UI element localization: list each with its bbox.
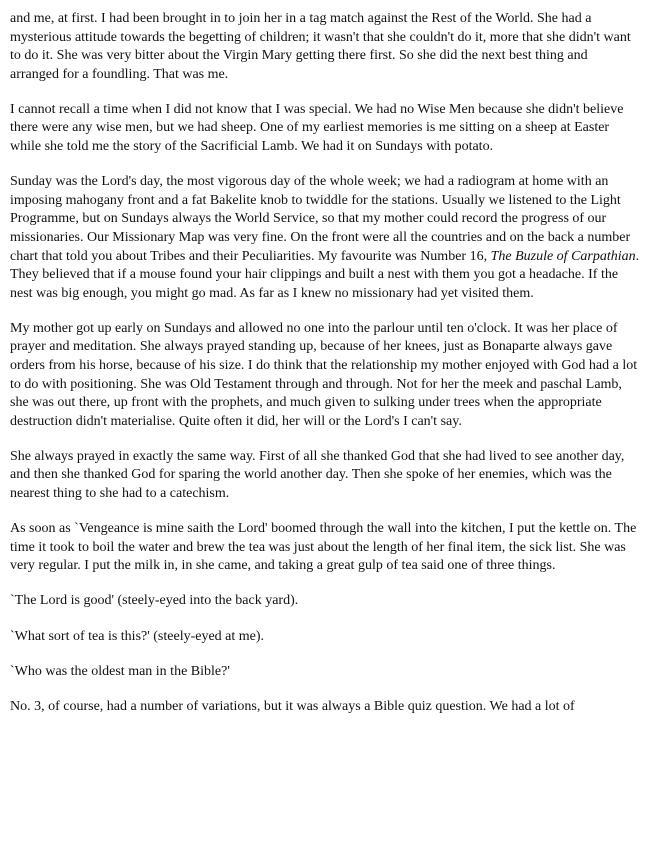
paragraph-prayer-method: She always prayed in exactly the same way. First of all she thanked God that she had lived to see another day, and then she thanked God for sparing the world another day. Then she spoke of her enemies, which was the nearest thing to she had to a catechism. <box>10 448 625 502</box>
quote-lord-is-good: `The Lord is good' (steely-eyed into the back yard). <box>10 593 299 609</box>
paragraph-kettle: As soon as `Vengeance is mine saith the Lord' boomed through the wall into the kitchen, I put the kettle on. The time it took to boil the water and brew the tea was just about the length of her final item, the sick list. She was very regular. I put the milk in, in she came, and taking a great gulp of tea said one of three things. <box>10 521 637 574</box>
document-page <box>10 10 640 716</box>
paragraph-special: I cannot recall a time when I did not know that I was special. We had no Wise Men because she didn't believe there were any wise men, but we had sheep. One of my earliest memories is me sitting on a sheep at Easter while she told me the story of the Sacrificial Lamb. We had it on Sundays with potato. <box>10 101 624 155</box>
quote-oldest-man: `Who was the oldest man in the Bible?' <box>10 663 230 679</box>
paragraph-bible-quiz: No. 3, of course, had a number of variations, but it was always a Bible quiz question. We had a lot of <box>10 698 575 714</box>
paragraph-sunday-text-end: . They believed that if a mouse found your hair clippings and built a nest with them you got a headache. If the nest was big enough, you might go mad. As far as I knew no missionary had yet visited them. <box>10 248 640 301</box>
paragraph-prayer-place: My mother got up early on Sundays and allowed no one into the parlour until ten o'clock. It was her place of prayer and meditation. She always prayed standing up, because of her knees, just as Bonaparte always gave orders from his horse, because of his size. I do think that the relationship my mother enjoyed with God had a lot to do with positioning. She was Old Testament through and through. Not for her the meek and paschal Lamb, she was out there, up front with the prophets, and much given to sulking under trees when the appropriate destruction didn't materialise. Quite often it did, her will or the Lord's I can't say. <box>10 320 638 429</box>
paragraph-foundling: and me, at first. I had been brought in to join her in a tag match against the Rest of the World. She had a mysterious attitude towards the begetting of children; it wasn't that she couldn't do it, more that she didn't want to do it. She was very bitter about the Virgin Mary getting there first. So she did the next best thing and arranged for a foundling. That was me. <box>10 11 631 82</box>
paragraph-sunday <box>10 173 640 303</box>
tribe-name-italic: The Buzule of Carpathian <box>490 248 636 264</box>
quote-sort-of-tea: `What sort of tea is this?' (steely-eyed at me). <box>10 628 265 644</box>
paragraph-sunday-text-start: Sunday was the Lord's day, the most vigorous day of the whole week; we had a radiogram at home with an imposing mahogany front and a fat Bakelite knob to twiddle for the stations. Usually we listened to the Light Programme, but on Sundays always the World Service, so that my mother could record the progress of our missionaries. Our Missionary Map was very fine. On the front were all the countries and on the back a number chart that told you about Tribes and their Peculiarities. My favourite was Number 16, <box>10 174 631 264</box>
